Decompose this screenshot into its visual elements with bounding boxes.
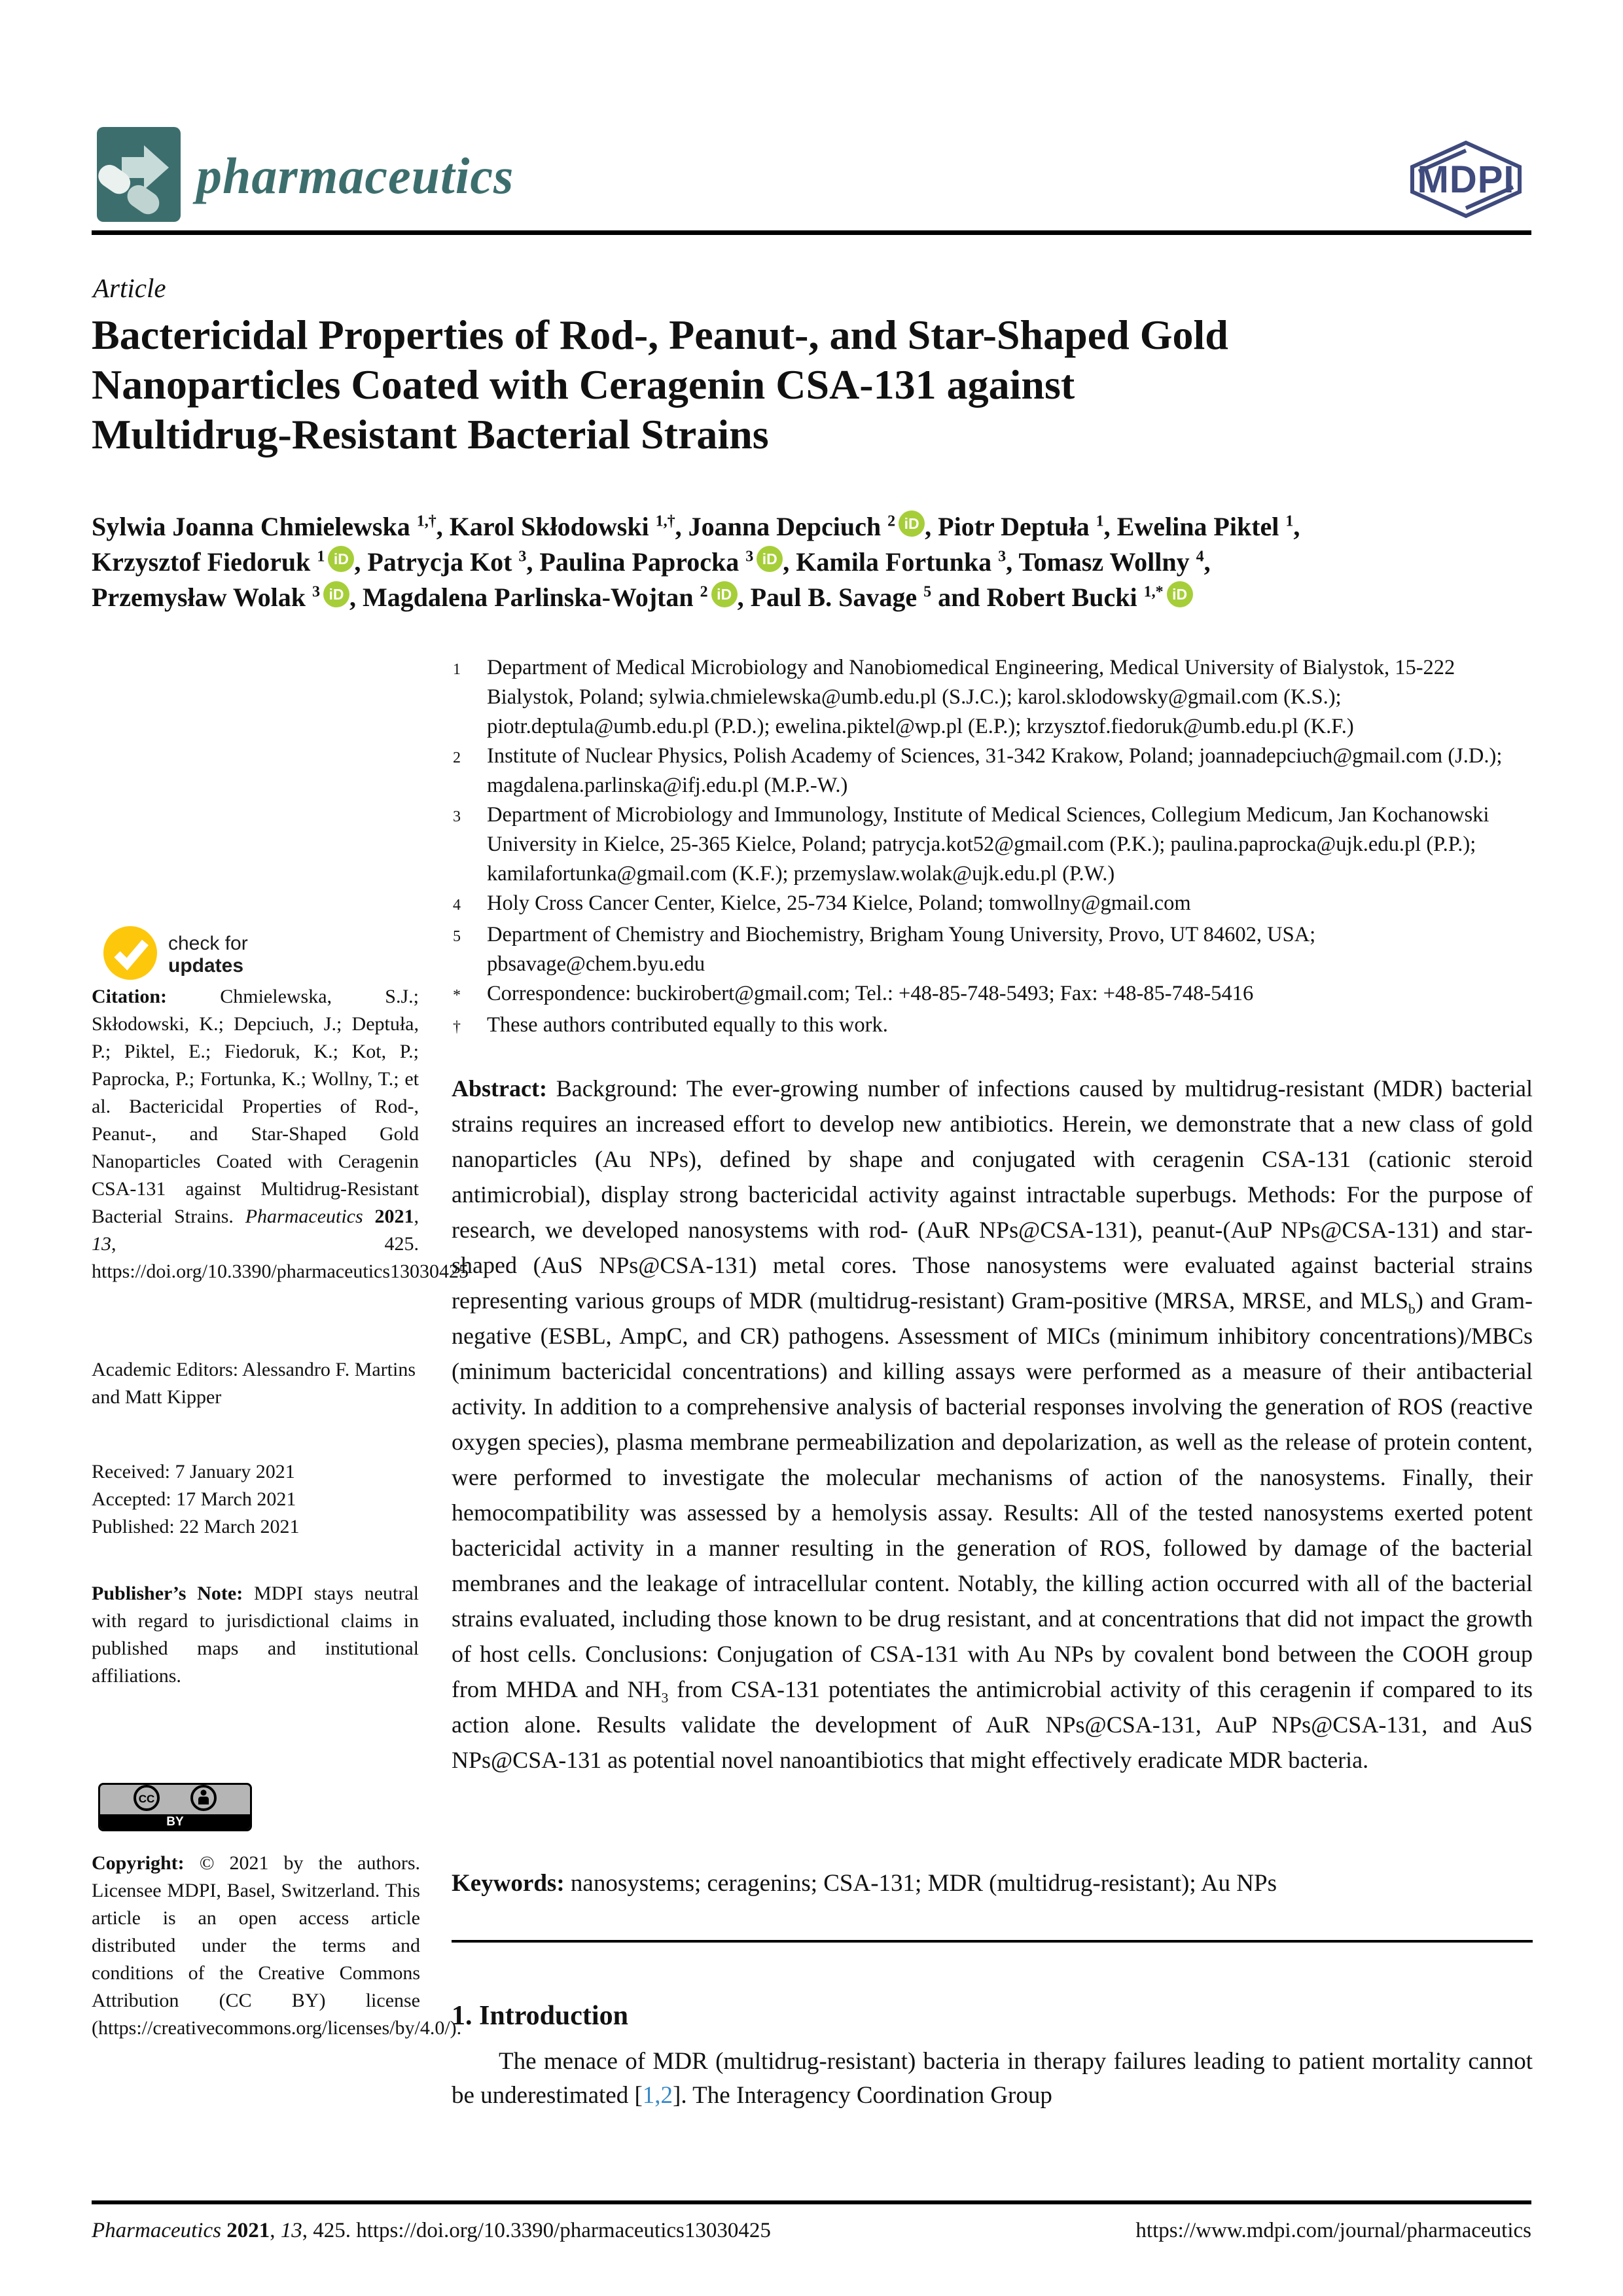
- affiliation-item: † These authors contributed equally to this work.: [453, 1013, 888, 1037]
- mdpi-logo: [1407, 140, 1525, 222]
- history-dates: [92, 1458, 419, 1541]
- check-icon: [101, 924, 159, 985]
- affiliation-item: 4 Holy Cross Cancer Center, Kielce, 25-734 Kielce, Poland; tomwollny@gmail.com: [453, 891, 1191, 915]
- reference-link[interactable]: 1,2: [642, 2082, 673, 2109]
- academic-editors: Academic Editors: Alessandro F. Martins and Matt Kipper: [92, 1359, 416, 1408]
- pharmaceutics-logo-icon: [97, 127, 181, 225]
- svg-text:CC: CC: [138, 1793, 155, 1805]
- accepted-date: Accepted: 17 March 2021: [92, 1488, 296, 1510]
- orcid-icon[interactable]: iD: [323, 581, 349, 607]
- affiliation-item: 5 Department of Chemistry and Biochemistry, Brigham Young University, Provo, UT 84602, USA; pbsavage@chem.byu.edu: [453, 923, 1316, 976]
- cc-icon: [133, 1784, 160, 1815]
- journal-wordmark: pharmaceutics: [196, 147, 514, 204]
- affiliation-item: * Correspondence: buckirobert@gmail.com; Tel.: +48-85-748-5493; Fax: +48-85-748-5416: [453, 982, 1254, 1005]
- orcid-icon[interactable]: iD: [757, 546, 783, 572]
- citation-block: Citation: Chmielewska, S.J.; Skłodowski, K.; Depciuch, J.; Deptuła, P.; Piktel, E.; Fiedoruk, K.; Kot, P.; Paprocka, P.; Fortunka, K.; Wollny, T.; et al. Bactericidal Properties of Rod-, Peanut-, and Star-Shaped Gold Nanoparticles Coated with Ceragenin CSA-131 against Multidrug-Resistant Bacterial Strains. Pharmaceutics 2021, 13, 425. https://doi.org/10.3390/pharmaceutics13030425: [92, 986, 469, 1282]
- publisher-note: Publisher’s Note: MDPI stays neutral with regard to jurisdictional claims in published maps and institutional affiliations.: [92, 1583, 419, 1687]
- introduction-heading: 1. Introduction: [452, 2001, 628, 2031]
- cc-by-label: BY: [100, 1814, 250, 1829]
- abstract-paragraph: Abstract: Background: The ever-growing number of infections caused by multidrug-resistant (MDR) bacterial strains requires an increased effort to develop new antibiotics. Herein, we demonstrate that a new class of gold nanoparticles (Au NPs), defined by shape and conjugated with ceragenin CSA-131 (cationic steroid antimicrobial), display strong bactericidal activity against intractable superbugs. Methods: For the purpose of research, we developed nanosystems with rod- (AuR NPs@CSA-131), peanut-(AuP NPs@CSA-131) and star-shaped (AuS NPs@CSA-131) metal cores. Those nanosystems were evaluated against bacterial strains representing various groups of MDR (multidrug-resistant) Gram-positive (MRSA, MRSE, and $MLS_b$) and Gram-negative (ESBL, AmpC, and CR) pathogens. Assessment of MICs (minimum inhibitory concentrations)/MBCs (minimum bactericidal concentrations) and killing assays were performed as a measure of their antibacterial activity. In addition to a comprehensive analysis of bacterial responses involving the generation of ROS (reactive oxygen species), plasma membrane permeabilization and depolarization, as well as the release of protein content, were performed to investigate the molecular mechanisms of action of the nanosystems. Finally, their hemocompatibility was assessed by a hemolysis assay. Results: All of the tested nanosystems exerted potent bactericidal activity in a manner resulting in the generation of ROS, followed by damage of the bacterial membranes and the leakage of intracellular content. Notably, the killing action occurred with all of the bacterial strains evaluated, including those known to be drug resistant, and at concentrations that did not impact the growth of host cells. Conclusions: Conjugation of CSA-131 with Au NPs by covalent bond between the COOH group from MHDA and $NH_3$ from CSA-131 potentiates the antimicrobial activity of this ceragenin if compared to its action alone. Results validate the development of AuR NPs@CSA-131, AuP NPs@CSA-131, and AuS NPs@CSA-131 as potential novel nanoantibiotics that might effectively eradicate MDR bacteria.: [452, 1075, 1533, 1773]
- article-type-label: Article: [93, 273, 166, 303]
- page-title: Bactericidal Properties of Rod-, Peanut-, and Star-Shaped Gold Nanoparticles Coated with Ceragenin CSA-131 against Multidrug-Resistant Bacterial Strains: [92, 312, 1228, 457]
- introduction-paragraph: The menace of MDR (multidrug-resistant) bacteria in therapy failures leading to patient mortality cannot be underestimated [1,2]. The Interagency Coordination Group: [452, 2048, 1533, 2109]
- footer: [92, 2219, 1531, 2243]
- cc-by-license-badge[interactable]: [98, 1783, 252, 1831]
- affiliation-item: 3 Department of Microbiology and Immunology, Institute of Medical Sciences, Collegium Medicum, Jan Kochanowski University in Kielce, 25-365 Kielce, Poland; patrycja.kot52@gmail.com (P.K.); paulina.paprocka@ujk.edu.pl (P.P.); kamilafortunka@gmail.com (K.F.); przemyslaw.wolak@ujk.edu.pl (P.W.): [453, 803, 1489, 886]
- person-icon: [190, 1784, 217, 1815]
- footer-divider: [92, 2200, 1531, 2204]
- orcid-icon[interactable]: iD: [328, 546, 354, 572]
- orcid-icon[interactable]: iD: [899, 511, 925, 537]
- affiliation-list: [453, 653, 1534, 1042]
- section-divider: [452, 1940, 1533, 1943]
- copyright-block: Copyright: © 2021 by the authors. Licensee MDPI, Basel, Switzerland. This article is an open access article distributed under the terms and conditions of the Creative Commons Attribution (CC BY) license (https://creativecommons.org/licenses/by/4.0/).: [92, 1852, 462, 2039]
- header-divider: [92, 230, 1531, 235]
- check-for-updates-label: check for updates: [168, 932, 248, 977]
- footer-journal-url[interactable]: https://www.mdpi.com/journal/pharmaceutics: [1135, 2219, 1531, 2242]
- author-list: Sylwia Joanna Chmielewska $^{1,\dagger}$, Karol Skłodowski $^{1,\dagger}$, Joanna Depciuch $^2$ iD , Piotr Deptuła $^1$, Ewelina Piktel $^1$, Krzysztof Fiedoruk $^1$ iD , Patrycja Kot $^3$, Paulina Paprocka $^3$ iD , Kamila Fortunka $^3$, Tomasz Wollny $^4$, Przemysław Wolak $^3$ iD , Magdalena Parlinska-Wojtan $^2$ iD , Paul B. Savage $^5$ and Robert Bucki $^{1,*}$ iD: [92, 512, 1300, 612]
- check-for-updates-badge[interactable]: [101, 924, 248, 985]
- affiliation-item: 2 Institute of Nuclear Physics, Polish Academy of Sciences, 31-342 Krakow, Poland; joannadepciuch@gmail.com (J.D.); magdalena.parlinska@ifj.edu.pl (M.P.-W.): [453, 744, 1503, 797]
- received-date: Received: 7 January 2021: [92, 1461, 295, 1482]
- orcid-icon[interactable]: iD: [711, 581, 738, 607]
- published-date: Published: 22 March 2021: [92, 1516, 300, 1537]
- footer-citation: Pharmaceutics 2021, 13, 425. https://doi.org/10.3390/pharmaceutics13030425: [92, 2219, 771, 2242]
- orcid-icon[interactable]: iD: [1167, 581, 1193, 607]
- mdpi-logo-text: MDPI: [1417, 158, 1515, 201]
- affiliation-item: 1 Department of Medical Microbiology and Nanobiomedical Engineering, Medical University of Bialystok, 15-222 Bialystok, Poland; sylwia.chmielewska@umb.edu.pl (S.J.C.); karol.sklodowsky@gmail.com (K.S.); piotr.deptula@umb.edu.pl (P.D.); ewelina.piktel@wp.pl (E.P.); krzysztof.fiedoruk@umb.edu.pl (K.F.): [453, 656, 1455, 738]
- keywords-line: Keywords: nanosystems; ceragenins; CSA-131; MDR (multidrug-resistant); Au NPs: [452, 1870, 1277, 1897]
